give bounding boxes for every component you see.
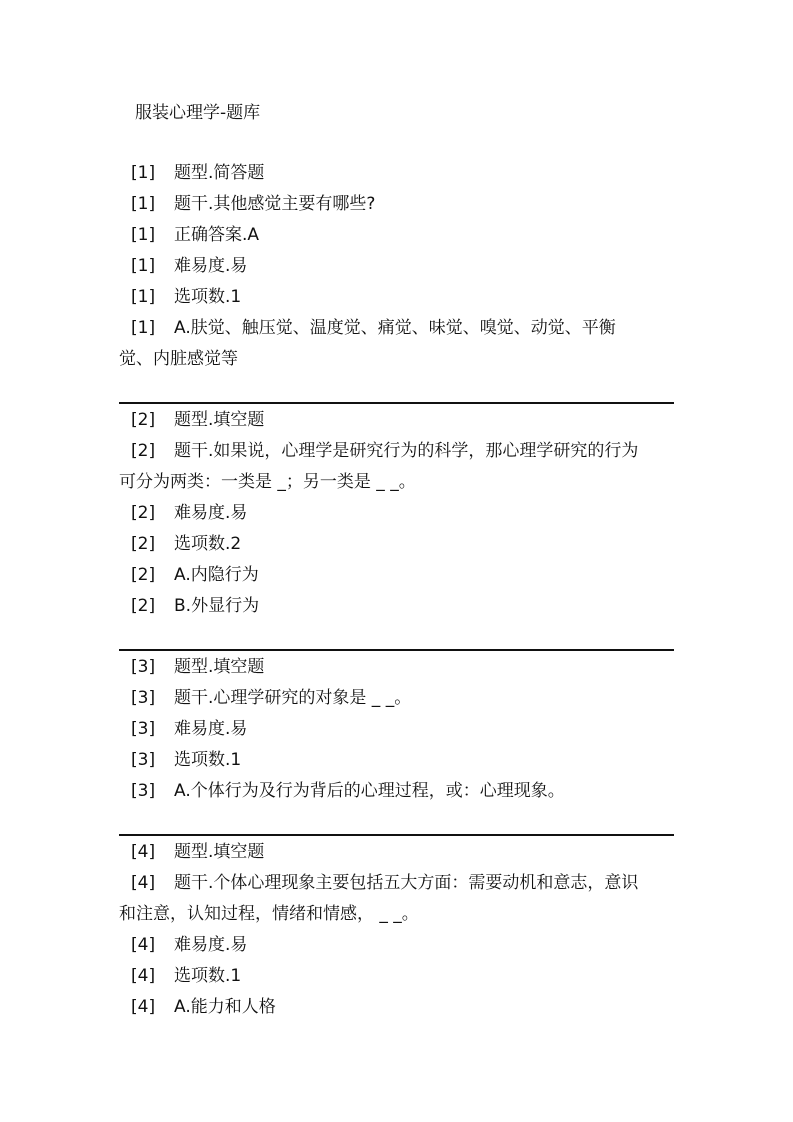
q1-type-line [119,158,679,189]
q4-stem-continuation: 和注意，认知过程，情绪和情感， _ _。 [119,904,419,924]
q1-difficulty: 难易度.易 [174,256,248,276]
q4-number: [4] [131,873,156,893]
q3-difficulty-line [119,714,679,745]
q2-type: 题型.填空题 [174,410,265,430]
q2-number: [2] [131,410,156,430]
q1-option-a-continuation: 觉、内脏感觉等 [119,349,238,369]
q1-option-a: A.肤觉、触压觉、温度觉、痛觉、味觉、嗅觉、动觉、平衡 [174,318,616,338]
q3-option-count-line [119,745,679,776]
q4-number: [4] [131,935,156,955]
q4-number: [4] [131,997,156,1017]
q2-difficulty-line [119,498,679,529]
q4-number: [4] [131,842,156,862]
q4-option-a-line [119,992,679,1023]
q1-number: [1] [131,256,156,276]
document-title: 服装心理学-题库 [135,103,261,123]
q2-option-count-line [119,529,679,560]
q1-option-a-line [119,313,679,344]
q3-option-a-line [119,776,679,807]
q3-difficulty: 难易度.易 [174,719,248,739]
q3-type: 题型.填空题 [174,657,265,677]
q2-number: [2] [131,503,156,523]
q3-option-a: A.个体行为及行为背后的心理过程，或：心理现象。 [174,781,565,801]
q3-stem: 题干.心理学研究的对象是 _ _。 [174,688,412,708]
q3-number: [3] [131,688,156,708]
q3-type-line [119,652,679,683]
q3-number: [3] [131,781,156,801]
q1-answer-line [119,220,679,251]
q1-number: [1] [131,318,156,338]
q4-type: 题型.填空题 [174,842,265,862]
q2-type-line [119,405,679,436]
q2-stem-line [119,436,679,467]
q1-type: 题型.简答题 [174,163,265,183]
q2-option-b: B.外显行为 [174,596,260,616]
q2-option-count: 选项数.2 [174,534,242,554]
q1-option-count-line [119,282,679,313]
q2-number: [2] [131,565,156,585]
q1-number: [1] [131,163,156,183]
q4-stem-line [119,868,679,899]
q1-difficulty-line [119,251,679,282]
q3-stem-line [119,683,679,714]
q4-number: [4] [131,966,156,986]
separator-1 [119,402,674,404]
q2-number: [2] [131,534,156,554]
q3-option-count: 选项数.1 [174,750,242,770]
separator-3 [119,834,674,836]
q4-option-count-line [119,961,679,992]
q4-type-line [119,837,679,868]
q1-answer: 正确答案.A [174,225,260,245]
q2-difficulty: 难易度.易 [174,503,248,523]
q1-stem: 题干.其他感觉主要有哪些? [174,194,376,214]
q4-option-a: A.能力和人格 [174,997,276,1017]
q2-option-a: A.内隐行为 [174,565,259,585]
q4-difficulty: 难易度.易 [174,935,248,955]
q4-stem: 题干.个体心理现象主要包括五大方面：需要动机和意志，意识 [174,873,639,893]
separator-2 [119,649,674,651]
q4-option-count: 选项数.1 [174,966,242,986]
q2-option-b-line [119,591,679,622]
q1-stem-line [119,189,679,220]
q2-number: [2] [131,596,156,616]
q3-number: [3] [131,719,156,739]
q4-difficulty-line [119,930,679,961]
q3-number: [3] [131,657,156,677]
q1-number: [1] [131,225,156,245]
q1-option-count: 选项数.1 [174,287,242,307]
q1-number: [1] [131,194,156,214]
q2-stem: 题干.如果说，心理学是研究行为的科学，那心理学研究的行为 [174,441,639,461]
q2-option-a-line [119,560,679,591]
q2-stem-continuation: 可分为两类：一类是 _；另一类是 _ _。 [119,472,416,492]
q1-number: [1] [131,287,156,307]
q3-number: [3] [131,750,156,770]
q2-number: [2] [131,441,156,461]
